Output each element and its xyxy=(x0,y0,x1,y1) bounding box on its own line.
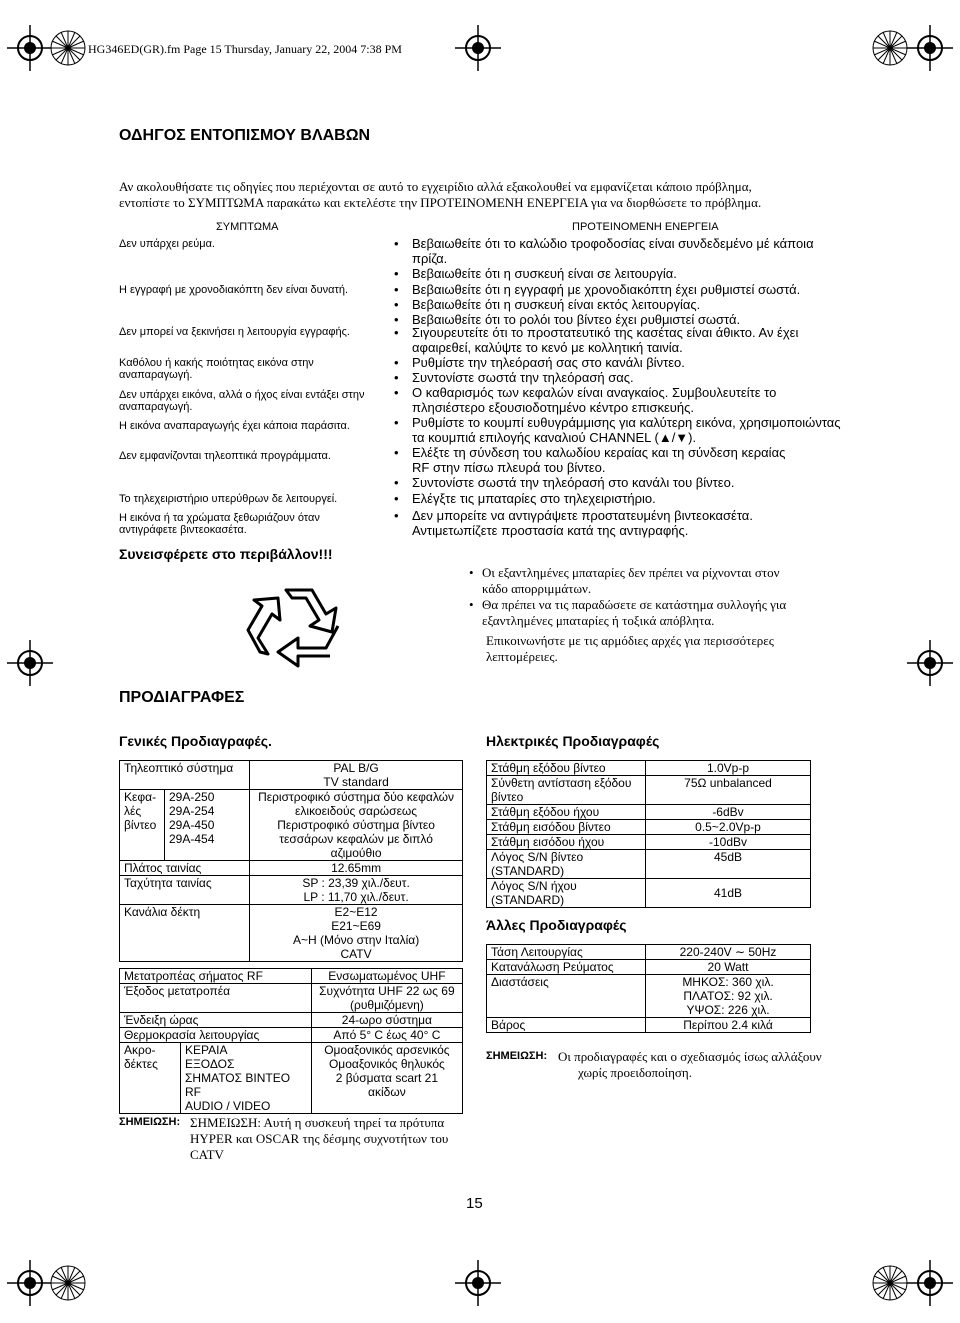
action-item: • Ελέξτε τη σύνδεση του καλωδίου κεραίας και τη σύνδεση κεραίας xyxy=(394,445,786,460)
action-item: • Συντονίστε σωστά την τηλεόρασή σας. xyxy=(394,370,634,385)
symptom-item: Καθόλου ή κακής ποιότητας εικόνα στην xyxy=(119,357,314,369)
list-item: κάδο απορριμμάτων. xyxy=(482,581,592,596)
action-item: • Δεν μπορείτε να αντιγράψετε προστατευμένη βιντεοκασέτα. xyxy=(394,508,753,523)
registration-mark-icon xyxy=(907,25,953,71)
file-header: HG346ED(GR).fm Page 15 Thursday, January 22, 2004 7:38 PM xyxy=(88,42,402,56)
table-row: Κατανάλωση Ρεύματος 20 Watt xyxy=(487,960,811,975)
table-cell: Περιστροφικό σύστημα δύο κεφαλών ελικοειδούς σαρώσεως xyxy=(250,790,463,819)
registration-mark-icon xyxy=(455,1260,501,1306)
table-row: Τάση Λειτουργίας 220-240V ∼ 50Hz xyxy=(487,945,811,960)
table-row: Στάθμη εξόδου βίντεο 1.0Vp-p xyxy=(487,761,811,776)
registration-mark-icon xyxy=(907,640,953,686)
specs-note: Οι προδιαγραφές και ο σχεδιασμός ίσως αλλάξουν χωρίς προειδοποίηση. xyxy=(558,1049,822,1080)
note-label: ΣΗΜΕΙΩΣΗ: xyxy=(486,1050,548,1062)
page-number: 15 xyxy=(466,1195,483,1212)
action-column-header: ΠΡΟΤΕΙΝΟΜΕΝΗ ΕΝΕΡΓΕΙΑ xyxy=(572,221,719,233)
table-cell: Ακρο- δέκτες xyxy=(120,1043,181,1114)
action-item: • Βεβαιωθείτε ότι η συσκευή είναι εκτός λειτουργίας. xyxy=(394,297,701,312)
table-cell: Κεφα- λές βίντεο xyxy=(120,790,165,861)
symptom-item: αντιγράφετε βιντεοκασέτα. xyxy=(119,524,247,536)
table-cell: Μετατροπέας σήματος RF xyxy=(120,969,312,984)
crop-circle-icon xyxy=(45,25,91,71)
symptom-item: Δεν μπορεί να ξεκινήσει η λειτουργία εγγραφής. xyxy=(119,326,350,338)
troubleshooting-title: ΟΔΗΓΟΣ ΕΝΤΟΠΙΣΜΟΥ ΒΛΑΒΩΝ xyxy=(119,127,371,144)
table-cell: Ομοαξονικός αρσενικός Ομοαξονικός θηλυκός 2 βύσματα scart 21 ακίδων xyxy=(311,1043,462,1114)
general-specs-title: Γενικές Προδιαγραφές. xyxy=(119,733,272,749)
action-item: • Βεβαιωθείτε ότι η συσκευή είναι σε λειτουργία. xyxy=(394,266,677,281)
table-cell: Περιστροφικό σύστημα βίντεο τεσσάρων κεφαλών με διπλό αζιμούθιο xyxy=(250,818,463,861)
action-item: πλησιέστερο εξουσιοδοτημένο κέντρο επισκευής. xyxy=(412,400,694,415)
table-cell: Συχνότητα UHF 22 ως 69 (ρυθμιζόμενη) xyxy=(311,984,462,1013)
symptom-column-header: ΣΥΜΠΤΩΜΑ xyxy=(216,221,279,233)
other-specs-title: Άλλες Προδιαγραφές xyxy=(486,917,627,933)
table-cell: SP : 23,39 χιλ./δευτ. LP : 11,70 χιλ./δευτ. xyxy=(250,876,463,905)
registration-mark-icon xyxy=(907,1260,953,1306)
table-cell: ΚΕΡΑΙΑ ΕΞΟΔΟΣ ΣΗΜΑΤΟΣ ΒΙΝΤΕΟ RF AUDIO / VIDEO xyxy=(181,1043,312,1114)
table-cell: PAL B/G TV standard xyxy=(250,761,463,790)
specs-title: ΠΡΟΔΙΑΓΡΑΦΕΣ xyxy=(119,689,245,706)
crop-circle-icon xyxy=(45,1260,91,1306)
table-cell: Τηλεοπτικό σύστημα xyxy=(120,761,250,790)
symptom-item: αναπαραγωγή. xyxy=(119,369,193,381)
table-cell: 29A-450 29A-454 xyxy=(165,818,250,861)
action-item: Αντιμετωπίζετε προστασία κατά της αντιγραφής. xyxy=(412,523,689,538)
general-specs-table xyxy=(119,760,463,962)
recycle-icon xyxy=(240,580,360,670)
table-cell: Κανάλια δέκτη xyxy=(120,905,250,962)
action-item: τα κουμπιά επιλογής καναλιού CHANNEL (▲/▼). xyxy=(412,430,697,445)
action-item: • Βεβαιωθείτε ότι το καλώδιο τροφοδοσίας είναι συνδεδεμένο μέ κάποια xyxy=(394,236,814,251)
registration-mark-icon xyxy=(455,25,501,71)
battery-disposal-note xyxy=(469,565,842,629)
table-row: Λόγος S/N βίντεο (STANDARD) 45dB xyxy=(487,850,811,879)
symptom-item: αναπαραγωγή. xyxy=(119,401,193,413)
electrical-specs-table xyxy=(486,760,811,908)
table-row: Σύνθετη αντίσταση εξόδου βίντεο 75Ω unbalanced xyxy=(487,776,811,805)
general-specs-table-2 xyxy=(119,968,463,1114)
table-cell: 24-ωρο σύστημα xyxy=(311,1013,462,1028)
list-item: • Οι εξαντλημένες μπαταρίες δεν πρέπει να ρίχνονται στον xyxy=(469,565,780,580)
table-row: Βάρος Περίπου 2.4 κιλά xyxy=(487,1018,811,1033)
table-cell: Πλάτος ταινίας xyxy=(120,861,250,876)
table-cell: E2~E12 E21~E69 A~H (Μόνο στην Ιταλία) CATV xyxy=(250,905,463,962)
table-cell: 29A-250 29A-254 xyxy=(165,790,250,819)
action-item: RF στην πίσω πλευρά του βίντεο. xyxy=(412,460,606,475)
action-item: • Σιγουρευτείτε ότι το προστατευτικό της κασέτας είναι άθικτο. Αν έχει xyxy=(394,325,799,340)
action-item: • Ο καθαρισμός των κεφαλών είναι αναγκαίος. Συμβουλευτείτε το xyxy=(394,385,777,400)
table-row: Λόγος S/N ήχου (STANDARD) 41dB xyxy=(487,879,811,908)
symptom-item: Το τηλεχειριστήριο υπερύθρων δε λειτουργεί. xyxy=(119,493,338,505)
action-item: • Ρυθμίστε το κουμπί ευθυγράμμισης για καλύτερη εικόνα, χρησιμοποιώντας xyxy=(394,415,841,430)
list-item: εξαντλημένες μπαταρίες ή τοξικά απόβλητα. xyxy=(482,613,715,628)
general-note-label: ΣΗΜΕΙΩΣΗ: xyxy=(119,1116,181,1128)
symptom-item: Δεν εμφανίζονται τηλεοπτικά προγράμματα. xyxy=(119,450,331,462)
action-item: αφαιρεθεί, καλύψτε το κενό με κολλητική ταινία. xyxy=(412,340,683,355)
action-item: πρίζα. xyxy=(412,251,448,266)
table-cell: Ένδειξη ώρας xyxy=(120,1013,312,1028)
table-row: Στάθμη εισόδου ήχου -10dBv xyxy=(487,835,811,850)
symptom-item: Η εικόνα αναπαραγωγής έχει κάποια παράσιτα. xyxy=(119,420,350,432)
electrical-specs-title: Ηλεκτρικές Προδιαγραφές xyxy=(486,733,660,749)
action-item: • Βεβαιωθείτε ότι το ρολόι του βίντεο έχει ρυθμιστεί σωστά. xyxy=(394,312,741,327)
table-cell: Θερμοκρασία λειτουργίας xyxy=(120,1028,312,1043)
table-cell: Ενσωματωμένος UHF xyxy=(311,969,462,984)
action-item: • Βεβαιωθείτε ότι η εγγραφή με χρονοδιακόπτη έχει ρυθμιστεί σωστά. xyxy=(394,282,801,297)
general-note: ΣΗΜΕΙΩΣΗ: Αυτή η συσκευή τηρεί τα πρότυπα HYPER και OSCAR της δέσμης συχνοτήτων του CATV xyxy=(190,1115,449,1162)
symptom-item: Η εικόνα ή τα χρώματα ξεθωριάζουν όταν xyxy=(119,512,320,524)
environment-title: Συνεισφέρετε στο περιβάλλον!!! xyxy=(119,546,333,562)
action-item: • Ελέγξτε τις μπαταρίες στο τηλεχειριστήριο. xyxy=(394,491,656,506)
symptom-item: Δεν υπάρχει εικόνα, αλλά ο ήχος είναι εντάξει στην xyxy=(119,389,365,401)
other-specs-table xyxy=(486,944,811,1033)
table-cell: 12.65mm xyxy=(250,861,463,876)
table-cell: Έξοδος μετατροπέα xyxy=(120,984,312,1013)
action-item: • Συντονίστε σωστά την τηλεόρασή στο κανάλι του βίντεο. xyxy=(394,475,735,490)
symptom-item: Η εγγραφή με χρονοδιακόπτη δεν είναι δυνατή. xyxy=(119,284,349,296)
table-cell: Ταχύτητα ταινίας xyxy=(120,876,250,905)
table-row: Διαστάσεις ΜΗΚΟΣ: 360 χιλ. ΠΛΑΤΟΣ: 92 χιλ. ΥΨΟΣ: 226 χιλ. xyxy=(487,975,811,1018)
symptom-item: Δεν υπάρχει ρεύμα. xyxy=(119,238,215,250)
table-row: Στάθμη εισόδου βίντεο 0.5~2.0Vp-p xyxy=(487,820,811,835)
list-item: • Θα πρέπει να τις παραδώσετε σε κατάστημα συλλογής για xyxy=(469,597,787,612)
table-cell: Από 5° C έως 40° C xyxy=(311,1028,462,1043)
troubleshooting-intro: Αν ακολουθήσατε τις οδηγίες που περιέχονται σε αυτό το εγχειρίδιο αλλά εξακολουθεί να εμφανίζεται κάποιο πρόβλημα, εντοπίστε το ΣΥΜΠΤΩΜΑ παρακάτω και εκτελέστε την ΠΡΟΤΕΙΝΟΜΕΝΗ ΕΝΕΡΓΕΙΑ για να διορθώσετε το πρόβλημα. xyxy=(119,179,762,210)
registration-mark-icon xyxy=(7,640,53,686)
action-item: • Ρυθμίστε την τηλεόρασή σας στο κανάλι βίντεο. xyxy=(394,355,685,370)
table-row: Στάθμη εξόδου ήχου -6dBv xyxy=(487,805,811,820)
contact-note: Επικοινωνήστε με τις αρμόδιες αρχές για περισσότερες λεπτομέρειες. xyxy=(486,633,774,664)
